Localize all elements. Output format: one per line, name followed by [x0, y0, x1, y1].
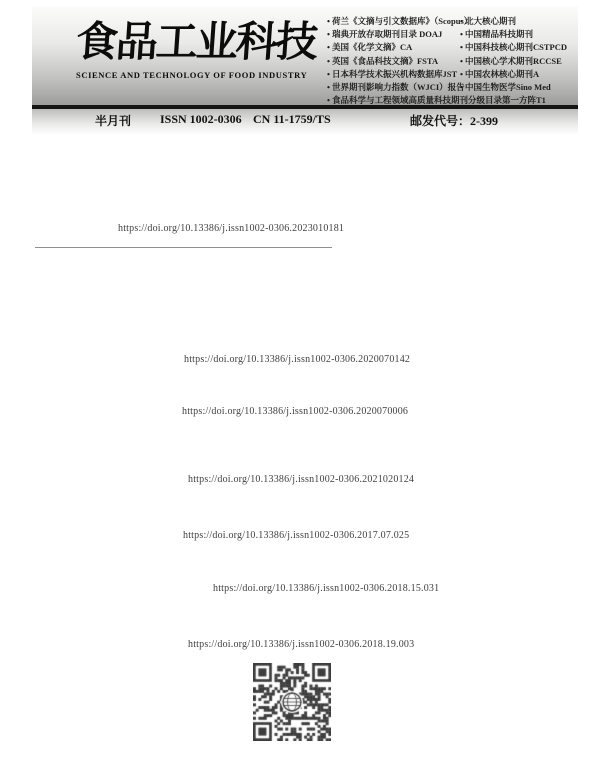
- index-entry: • 美国《化学文摘》CA: [327, 41, 546, 54]
- doi-link[interactable]: https://doi.org/10.13386/j.issn1002-0306.2018.19.003: [188, 639, 415, 650]
- journal-title-zh: 食品工业科技: [74, 17, 318, 66]
- index-entry: • 食品科学与工程领域高质量科技期刊分级目录第一方阵T1: [327, 94, 546, 107]
- issn-number: ISSN 1002-0306: [160, 112, 242, 126]
- index-entry: • 中国精品科技期刊: [460, 28, 567, 41]
- index-entry: • 瑞典开放存取期刊目录 DOAJ: [327, 28, 546, 41]
- index-entry: • 英国《食品科技文摘》FSTA: [327, 55, 546, 68]
- index-entry: • 中国农林核心期刊A: [460, 68, 567, 81]
- postal-code: 邮发代号：2-399: [410, 114, 498, 128]
- doi-link[interactable]: https://doi.org/10.13386/j.issn1002-0306.2020070142: [184, 354, 411, 365]
- journal-logo: [76, 16, 326, 80]
- masthead-panel: [32, 6, 578, 105]
- index-entry: • 中国核心学术期刊RCCSE: [460, 55, 567, 68]
- indexing-list-domestic: [460, 15, 567, 94]
- publication-frequency: 半月刊: [95, 114, 132, 128]
- horizontal-divider: [35, 247, 332, 248]
- doi-link[interactable]: https://doi.org/10.13386/j.issn1002-0306.2023010181: [118, 223, 345, 234]
- doi-link[interactable]: https://doi.org/10.13386/j.issn1002-0306.2020070006: [182, 406, 409, 417]
- qr-code: [253, 663, 331, 741]
- index-entry: • 荷兰《文摘与引文数据库》（Scopus）: [327, 15, 546, 28]
- journal-title-en: SCIENCE AND TECHNOLOGY OF FOOD INDUSTRY: [76, 70, 308, 80]
- index-entry: • 中国生物医学Sino Med: [460, 81, 567, 94]
- doi-link[interactable]: https://doi.org/10.13386/j.issn1002-0306.2018.15.031: [213, 583, 440, 594]
- index-entry: • 北大核心期刊: [460, 15, 567, 28]
- doi-link[interactable]: https://doi.org/10.13386/j.issn1002-0306.2017.07.025: [183, 530, 410, 541]
- doi-link[interactable]: https://doi.org/10.13386/j.issn1002-0306.2021020124: [188, 474, 415, 485]
- index-entry: • 日本科学技术振兴机构数据库JST: [327, 68, 546, 81]
- index-entry: • 中国科技核心期刊CSTPCD: [460, 41, 567, 54]
- cn-number: CN 11-1759/TS: [253, 112, 331, 126]
- index-entry: • 世界期刊影响力指数（WJCI）报告: [327, 81, 546, 94]
